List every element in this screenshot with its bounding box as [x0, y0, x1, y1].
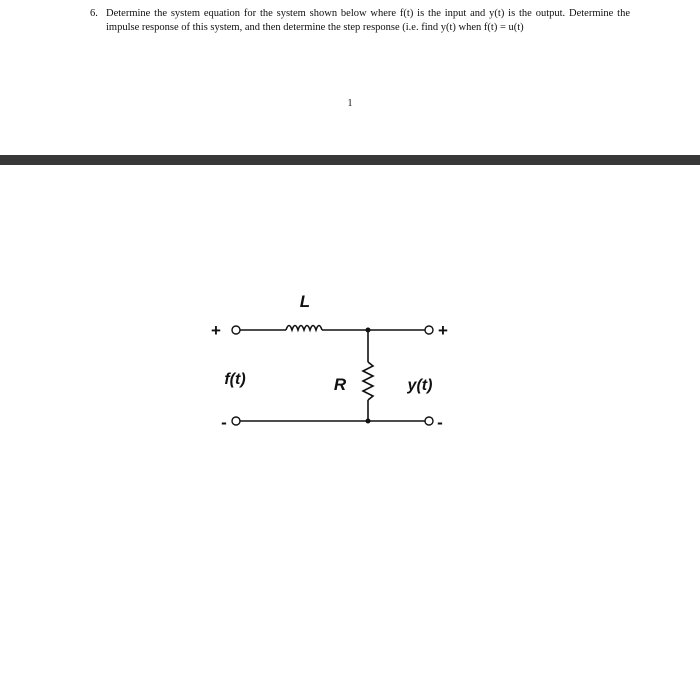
- output-minus-sign: -: [437, 413, 443, 432]
- output-terminal-bottom: [425, 417, 433, 425]
- input-terminal-bottom: [232, 417, 240, 425]
- problem-number: 6.: [90, 8, 98, 19]
- resistor-zigzag: [363, 362, 373, 400]
- problem-text: Determine the system equation for the system shown below where f(t) is the input and y(t) is the output. Determine the impulse response of this system, and then determine the step response (i.e. find y(t) when f(t) = u(t): [106, 8, 630, 33]
- output-terminal-top: [425, 326, 433, 334]
- input-label: f(t): [224, 371, 246, 388]
- junction-bottom: [366, 419, 371, 424]
- resistor-label: R: [333, 375, 347, 394]
- page-number: 1: [347, 98, 353, 109]
- input-terminal-top: [232, 326, 240, 334]
- input-plus-sign: +: [211, 321, 221, 340]
- junction-top: [366, 328, 371, 333]
- inductor-label: L: [299, 292, 311, 311]
- output-label: y(t): [407, 377, 433, 394]
- input-minus-sign: -: [221, 413, 227, 432]
- inductor-coil: [286, 326, 322, 331]
- output-plus-sign: +: [438, 321, 448, 340]
